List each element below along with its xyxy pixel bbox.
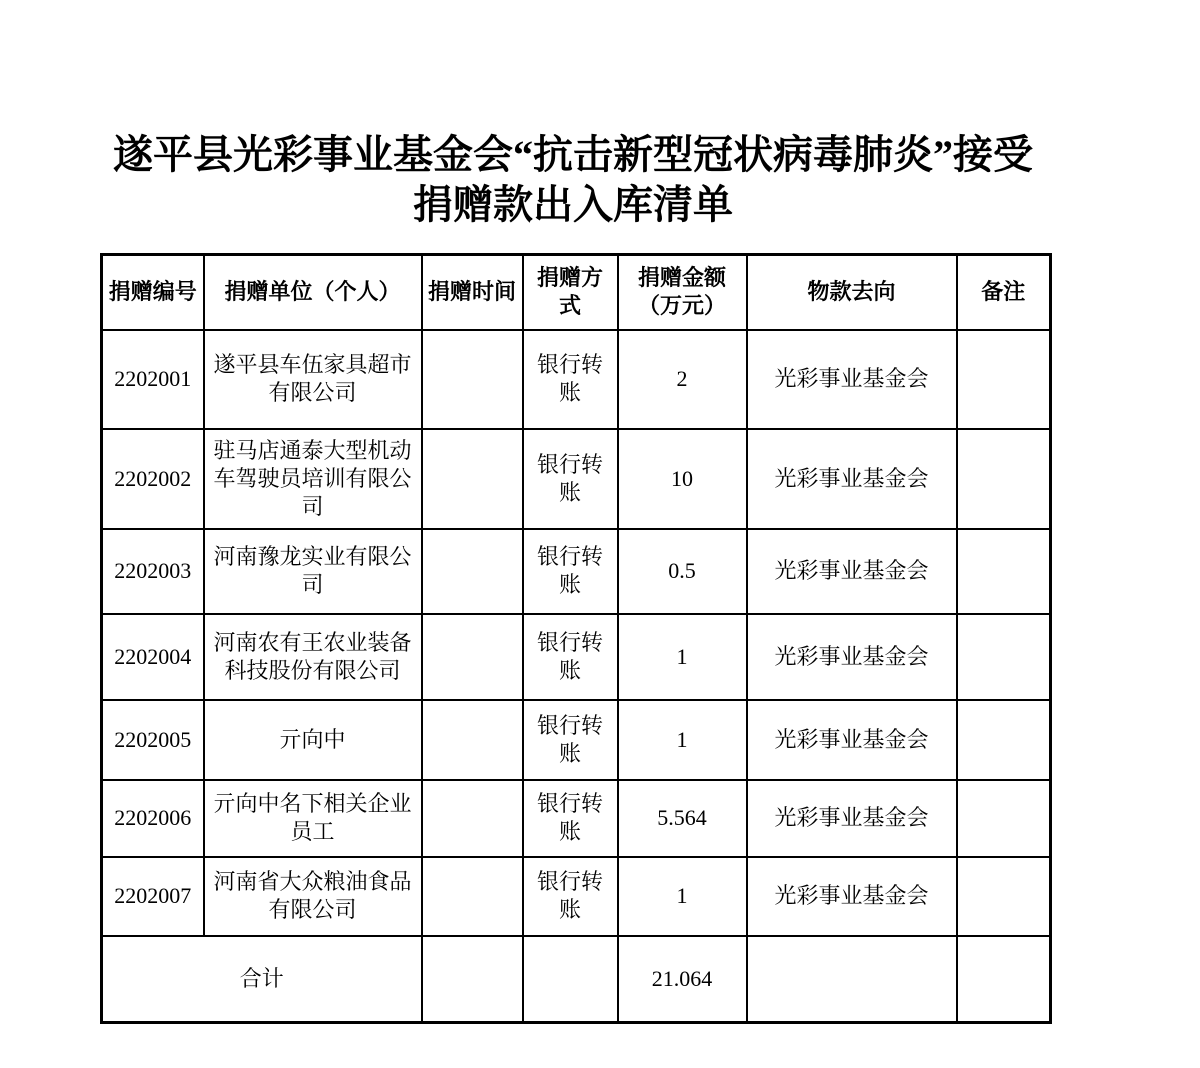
total-donation-method-cell — [523, 936, 618, 1023]
cell-remark — [957, 614, 1051, 700]
cell-donation-amount: 0.5 — [618, 529, 747, 614]
cell-donation-amount: 2 — [618, 330, 747, 429]
table-row — [102, 429, 1051, 529]
column-header-destination: 物款去向 — [747, 255, 957, 330]
page-title: 遂平县光彩事业基金会“抗击新型冠状病毒肺炎”接受捐赠款出入库清单 — [113, 132, 1033, 227]
cell-remark — [957, 700, 1051, 780]
cell-donation-time — [422, 614, 523, 700]
cell-donation-method: 银行转账 — [523, 614, 618, 700]
cell-remark — [957, 857, 1051, 936]
cell-donation-time — [422, 529, 523, 614]
table-row — [102, 614, 1051, 700]
cell-destination: 光彩事业基金会 — [747, 330, 957, 429]
cell-remark — [957, 429, 1051, 529]
cell-donation-time — [422, 857, 523, 936]
cell-donation-method: 银行转账 — [523, 857, 618, 936]
table-row — [102, 529, 1051, 614]
total-row — [102, 936, 1051, 1023]
cell-donor: 亓向中名下相关企业员工 — [204, 780, 422, 857]
cell-donation-method: 银行转账 — [523, 529, 618, 614]
cell-destination: 光彩事业基金会 — [747, 700, 957, 780]
cell-donation-amount: 1 — [618, 857, 747, 936]
column-header-donation-method: 捐赠方式 — [523, 255, 618, 330]
cell-donation-time — [422, 429, 523, 529]
cell-destination: 光彩事业基金会 — [747, 780, 957, 857]
total-amount-cell: 21.064 — [618, 936, 747, 1023]
cell-donation-method: 银行转账 — [523, 700, 618, 780]
cell-remark — [957, 529, 1051, 614]
cell-donation-time — [422, 780, 523, 857]
total-destination-cell — [747, 936, 957, 1023]
cell-destination: 光彩事业基金会 — [747, 529, 957, 614]
cell-donation-id: 2202004 — [102, 614, 204, 700]
cell-remark — [957, 330, 1051, 429]
cell-donation-amount: 1 — [618, 614, 747, 700]
header-row — [102, 255, 1051, 330]
cell-remark — [957, 780, 1051, 857]
cell-donor: 驻马店通泰大型机动车驾驶员培训有限公司 — [204, 429, 422, 529]
cell-donor: 河南豫龙实业有限公司 — [204, 529, 422, 614]
cell-donation-amount: 1 — [618, 700, 747, 780]
cell-destination: 光彩事业基金会 — [747, 857, 957, 936]
cell-donor: 亓向中 — [204, 700, 422, 780]
cell-donation-method: 银行转账 — [523, 429, 618, 529]
cell-donation-id: 2202001 — [102, 330, 204, 429]
total-remark-cell — [957, 936, 1051, 1023]
column-header-donation-id: 捐赠编号 — [102, 255, 204, 330]
cell-donor: 河南农有王农业装备科技股份有限公司 — [204, 614, 422, 700]
cell-destination: 光彩事业基金会 — [747, 429, 957, 529]
column-header-donation-time: 捐赠时间 — [422, 255, 523, 330]
table-row — [102, 780, 1051, 857]
cell-donation-id: 2202002 — [102, 429, 204, 529]
column-header-remark: 备注 — [957, 255, 1051, 330]
table-row — [102, 857, 1051, 936]
donation-table — [100, 253, 1052, 1024]
cell-donation-method: 银行转账 — [523, 330, 618, 429]
cell-donation-id: 2202006 — [102, 780, 204, 857]
column-header-donation-amount: 捐赠金额（万元） — [618, 255, 747, 330]
total-label-cell: 合计 — [102, 936, 422, 1023]
cell-destination: 光彩事业基金会 — [747, 614, 957, 700]
table-row — [102, 700, 1051, 780]
cell-donation-amount: 10 — [618, 429, 747, 529]
column-header-donor: 捐赠单位（个人） — [204, 255, 422, 330]
cell-donor: 河南省大众粮油食品有限公司 — [204, 857, 422, 936]
cell-donor: 遂平县车伍家具超市有限公司 — [204, 330, 422, 429]
cell-donation-amount: 5.564 — [618, 780, 747, 857]
total-donation-time-cell — [422, 936, 523, 1023]
cell-donation-time — [422, 330, 523, 429]
cell-donation-id: 2202007 — [102, 857, 204, 936]
cell-donation-method: 银行转账 — [523, 780, 618, 857]
cell-donation-id: 2202005 — [102, 700, 204, 780]
cell-donation-id: 2202003 — [102, 529, 204, 614]
cell-donation-time — [422, 700, 523, 780]
table-row — [102, 330, 1051, 429]
